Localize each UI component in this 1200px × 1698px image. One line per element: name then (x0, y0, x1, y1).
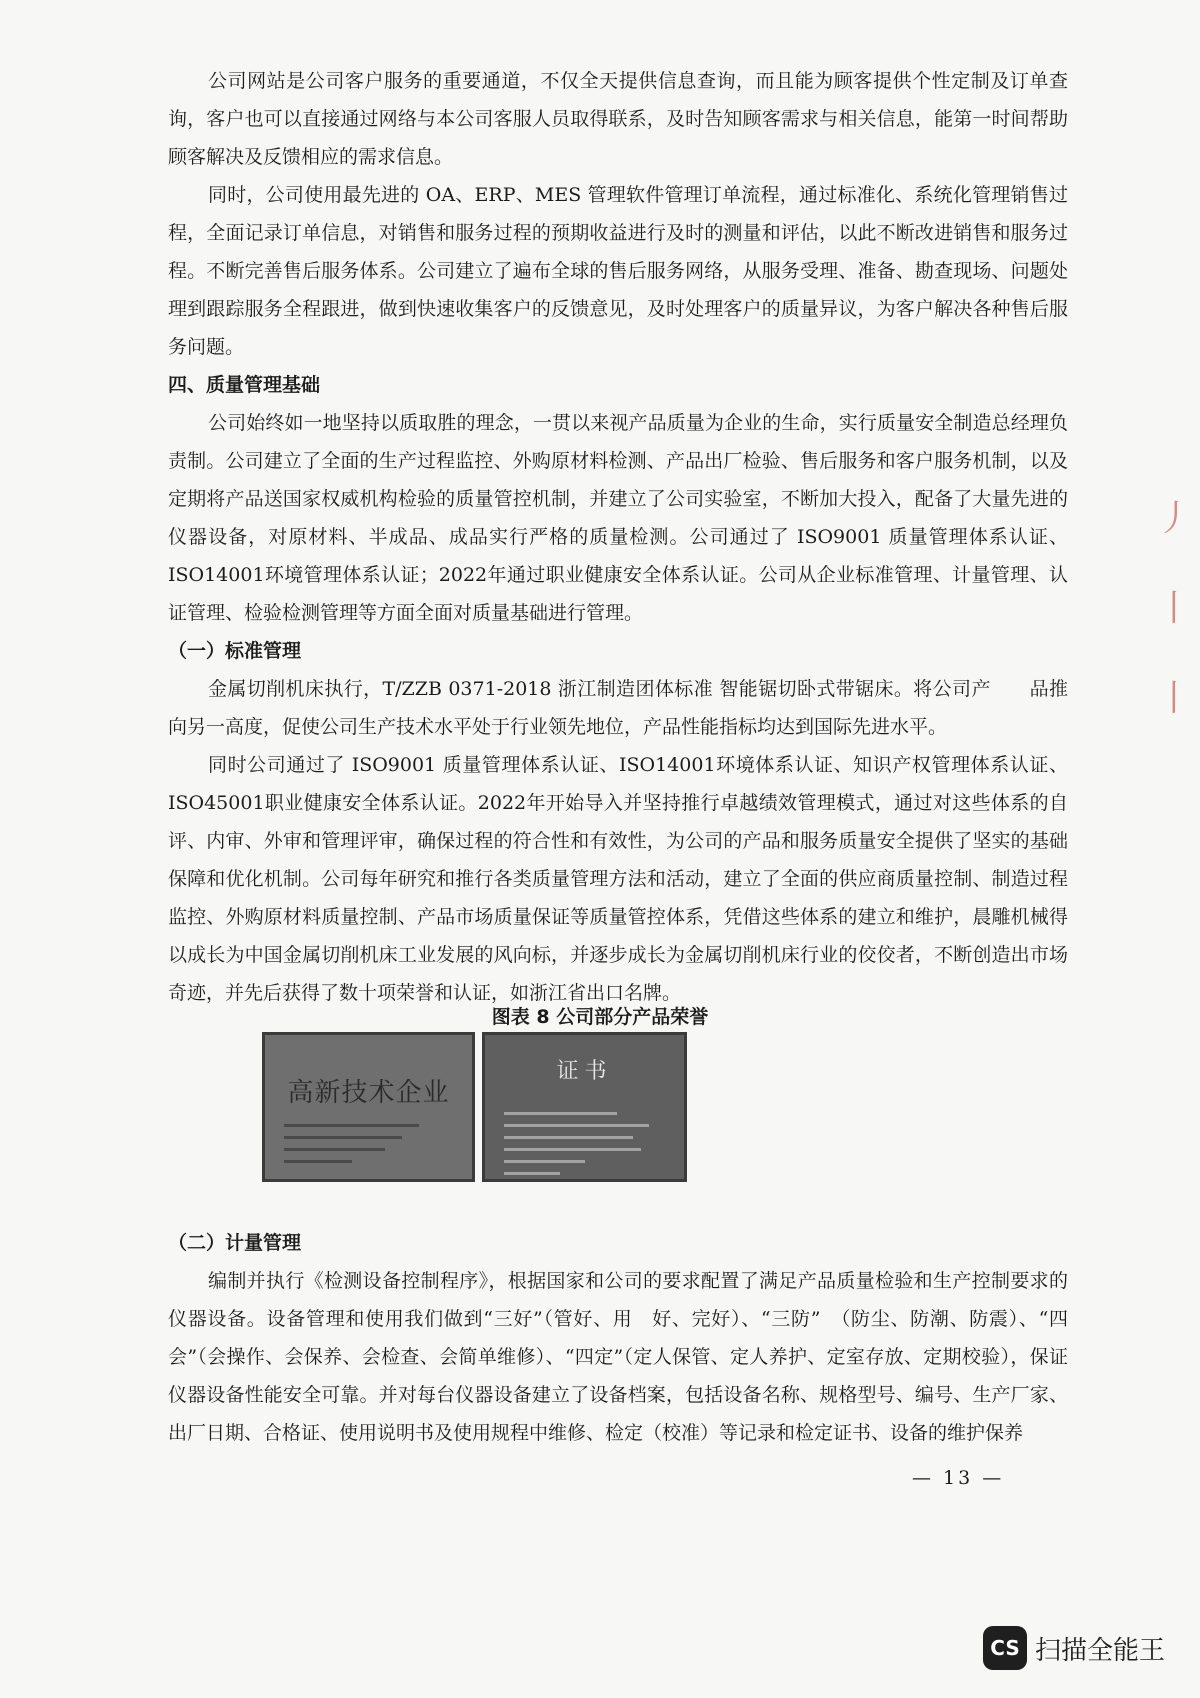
camscanner-logo-icon: CS (983, 1626, 1027, 1670)
certificate-title: 高新技术企业 (287, 1078, 450, 1108)
scanner-watermark-label: 扫描全能王 (1035, 1635, 1166, 1666)
paragraph-management-software: 同时，公司使用最先进的 OA、ERP、MES 管理软件管理订单流程，通过标准化、系统化管理销售过程，全面记录订单信息，对销售和服务过程的预期收益进行及时的测量和评估，以此不断改进销售和服务过程。不断完善售后服务体系。公司建立了遍布全球的售后服务网络，从服务受理、准备、勘查现场、问题处理到跟踪服务全程跟进，做到快速收集客户的反馈意见，及时处理客户的质量异议，为客户解决各种售后服务问题。 (168, 184, 1068, 358)
certificate-text-lines (284, 1124, 453, 1172)
body-text-bottom (168, 1224, 1068, 1452)
paragraph-standards: 金属切削机床执行，T/ZZB 0371-2018 浙江制造团体标准 智能锯切卧式带锯床。将公司产 品推向另一高度，促使公司生产技术水平处于行业领先地位，产品性能指标均达到国际先进水平。 (168, 678, 1068, 738)
section-heading-standards: （一）标准管理 (168, 640, 302, 662)
paragraph-website: 公司网站是公司客户服务的重要通道，不仅全天提供信息查询，而且能为顾客提供个性定制及订单查询，客户也可以直接通过网络与本公司客服人员取得联系，及时告知顾客需求与相关信息，能第一时间帮助顾客解决及反馈相应的需求信息。 (168, 70, 1068, 168)
paragraph-certifications: 同时公司通过了 ISO9001 质量管理体系认证、ISO14001环境体系认证、知识产权管理体系认证、ISO45001职业健康安全体系认证。2022年开始导入并坚持推行卓越绩效管理模式，通过对这些体系的自评、内审、外审和管理评审，确保过程的符合性和有效性，为公司的产品和服务质量安全提供了坚实的基础保障和优化机制。公司每年研究和推行各类质量管理方法和活动，建立了全面的供应商质量控制、制造过程监控、外购原材料质量控制、产品市场质量保证等质量管控体系，凭借这些体系的建立和维护，晨雕机械得以成长为中国金属切削机床工业发展的风向标，并逐步成长为金属切削机床行业的佼佼者，不断创造出市场奇迹，并先后获得了数十项荣誉和认证，如浙江省出口名牌。 (168, 754, 1068, 1004)
paragraph-metrology: 编制并执行《检测设备控制程序》，根据国家和公司的要求配置了满足产品质量检验和生产控制要求的仪器设备。设备管理和使用我们做到“三好”（管好、用 好、完好）、“三防” （防尘、防潮、防震）、“四会”（会操作、会保养、会检查、会简单维修）、“四定”（定人保管、定人养护、定室存放、定期校验），保证仪器设备性能安全可靠。并对每台仪器设备建立了设备档案，包括设备名称、规格型号、编号、生产厂家、出厂日期、合格证、使用说明书及使用规程中维修、检定（校准）等记录和检定证书、设备的维护保养 (168, 1270, 1068, 1444)
page-number: — 13 — (912, 1467, 1005, 1489)
certificate-photo-certificate (482, 1032, 687, 1182)
figure-caption: 图表 8 公司部分产品荣誉 (491, 1006, 709, 1028)
section-heading-metrology: （二）计量管理 (168, 1232, 302, 1254)
certificate-text-lines (504, 1112, 665, 1184)
section-heading-quality: 四、质量管理基础 (168, 374, 321, 396)
body-text-top (168, 62, 1068, 1012)
certificate-photo-high-tech (262, 1032, 475, 1182)
paragraph-quality-concept: 公司始终如一地坚持以质取胜的理念，一贯以来视产品质量为企业的生命，实行质量安全制造总经理负责制。公司建立了全面的生产过程监控、外购原材料检测、产品出厂检验、售后服务和客户服务机制，以及定期将产品送国家权威机构检验的质量管控机制，并建立了公司实验室，不断加大投入，配备了大量先进的仪器设备，对原材料、半成品、成品实行严格的质量检测。公司通过了 ISO9001 质量管理体系认证、ISO14001环境管理体系认证；2022年通过职业健康安全体系认证。公司从企业标准管理、计量管理、认证管理、检验检测管理等方面全面对质量基础进行管理。 (168, 412, 1068, 624)
scanner-watermark (983, 1623, 1165, 1673)
certificate-title: 证书 (556, 1059, 613, 1084)
seal-stamp-fragment: 丿 丨 丨 (1156, 498, 1193, 719)
